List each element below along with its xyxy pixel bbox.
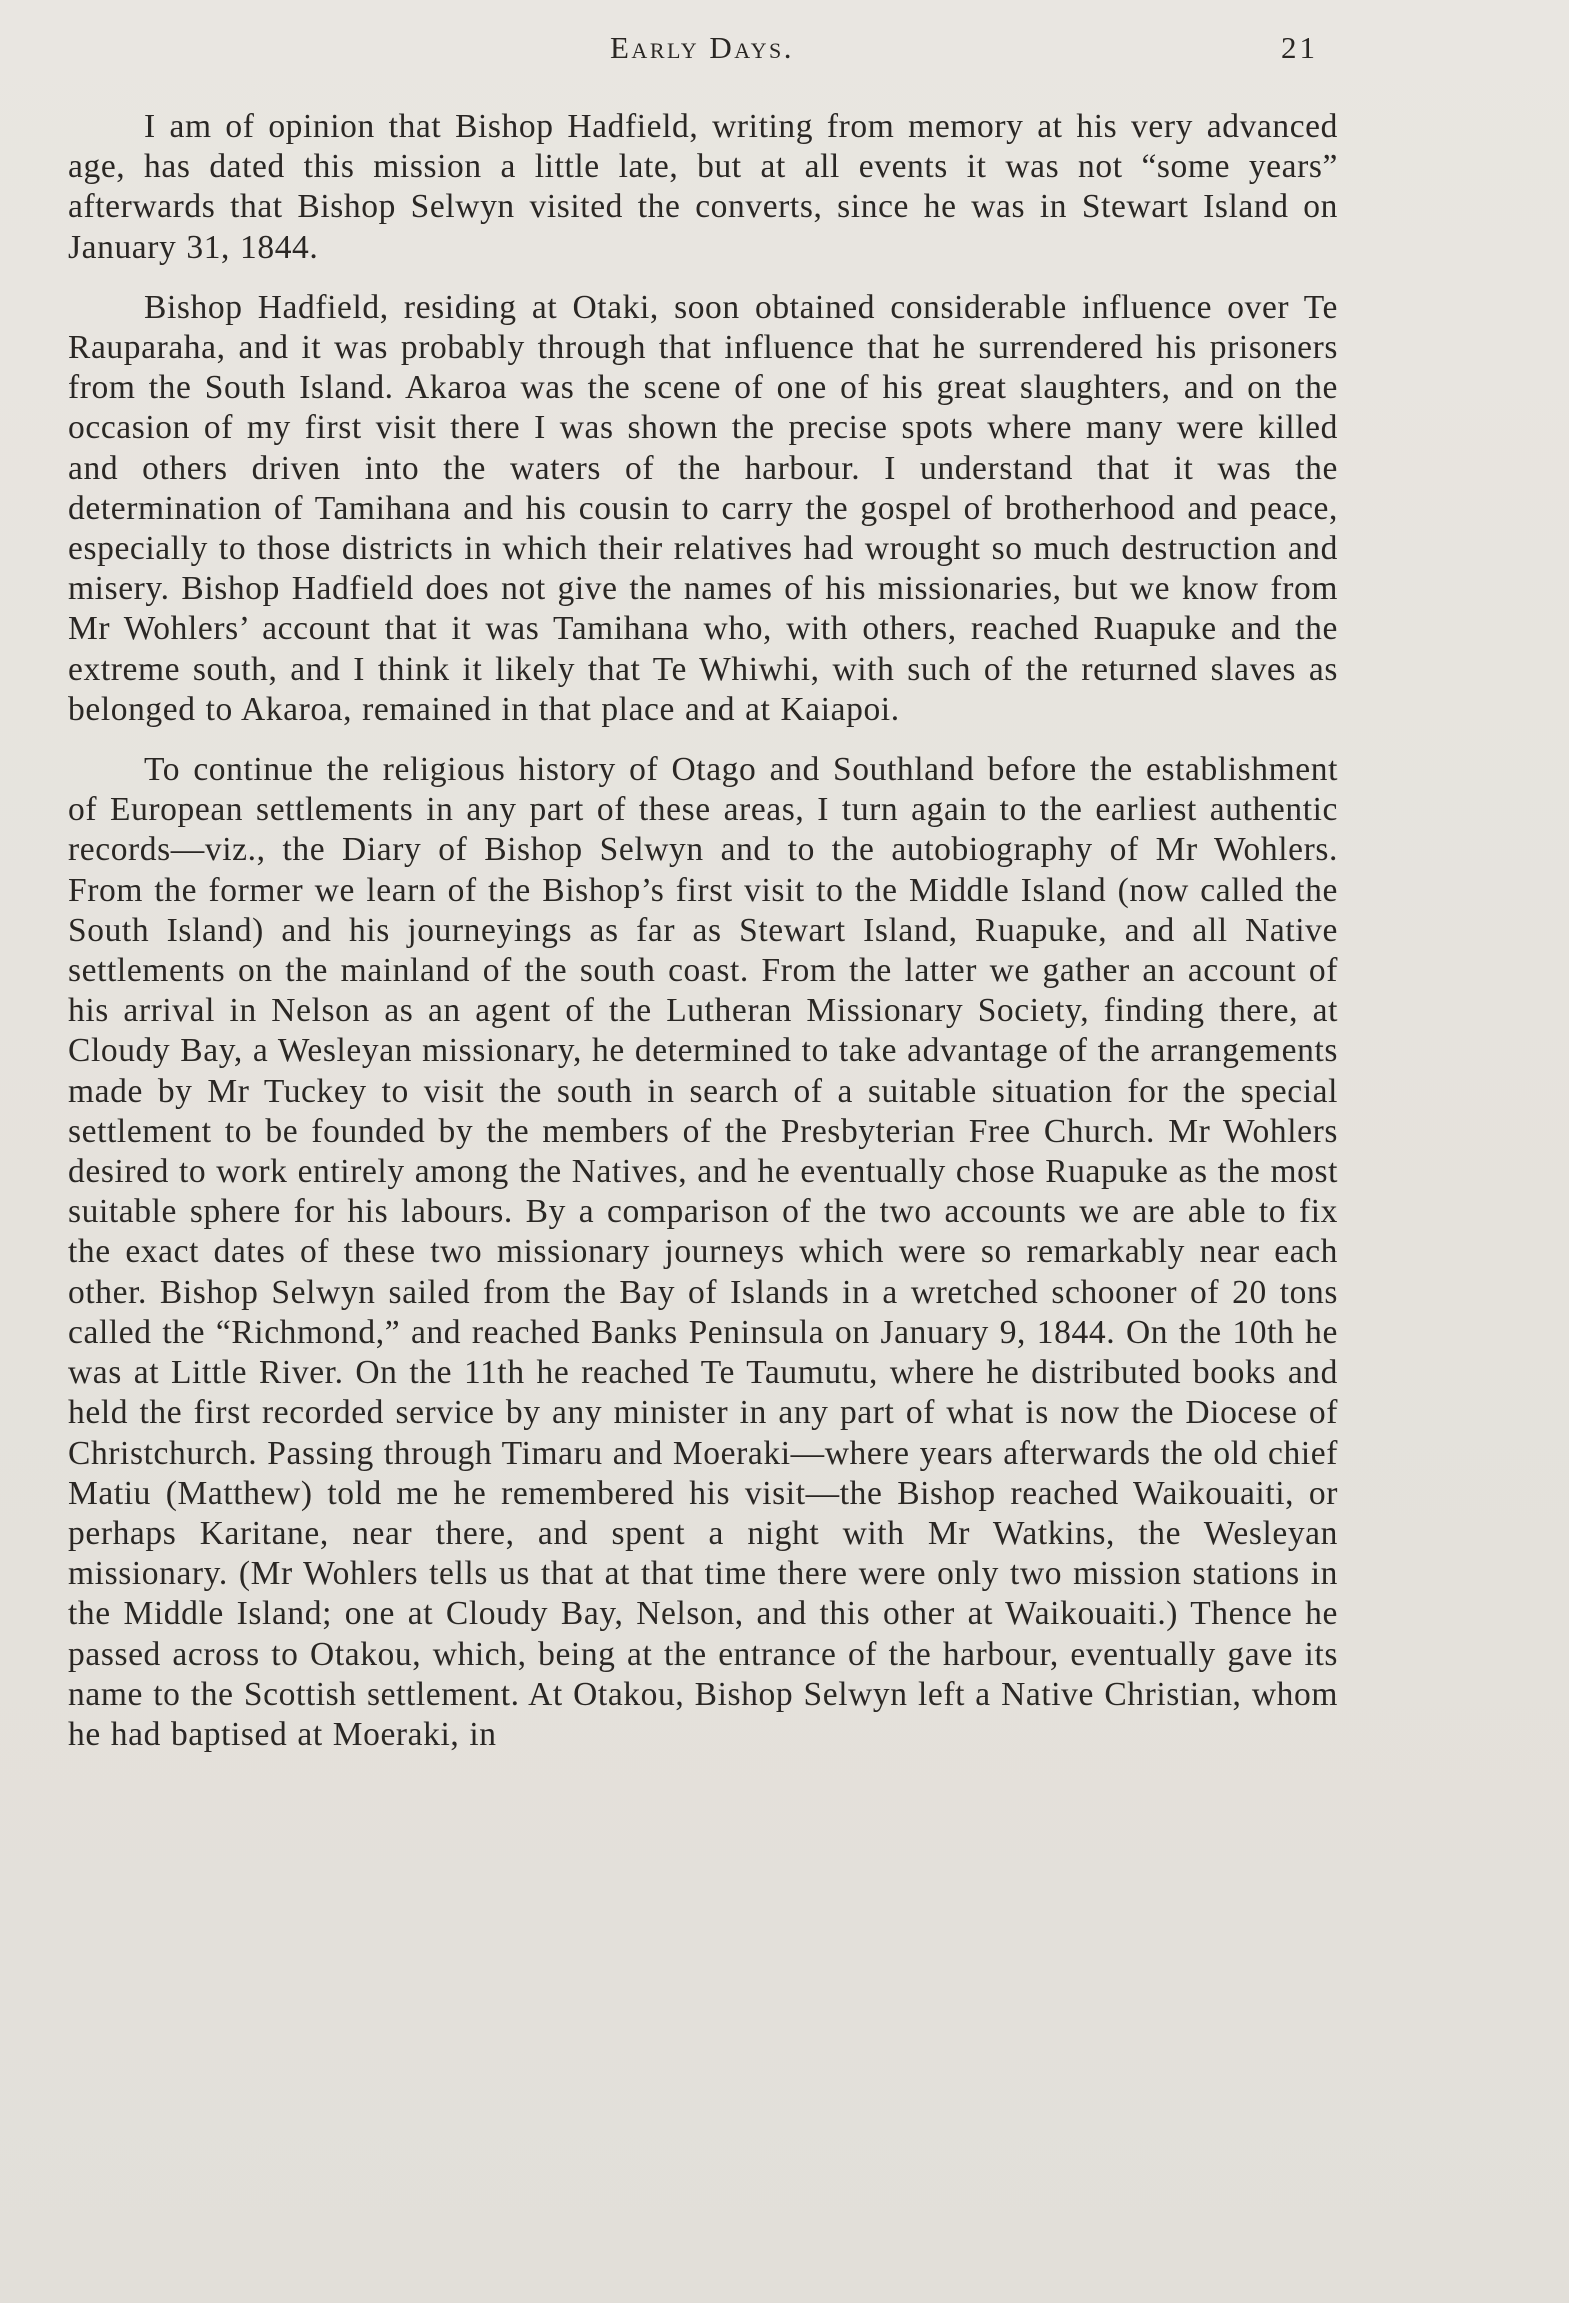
- paragraph-1: I am of opinion that Bishop Hadfield, writing from memory at his very advanced age, has dated this mission a little late, but at all events it was not “some years” afterwards that Bishop Selwyn visited the converts, since he was in Stewart Island on January 31, 1844.: [68, 108, 1338, 266]
- running-title: Early Days.: [610, 30, 794, 65]
- paragraph-2: Bishop Hadfield, residing at Otaki, soon obtained considerable influence over Te Rauparaha, and it was probably through that influence that he surrendered his prisoners from the South Island. Akaroa was the scene of one of his great slaughters, and on the occasion of my first visit there I was shown the precise spots where many were killed and others driven into the waters of the harbour. I understand that it was the determination of Tamihana and his cousin to carry the gospel of brotherhood and peace, especially to those districts in which their relatives had wrought so much destruction and misery. Bishop Hadfield does not give the names of his missionaries, but we know from Mr Wohlers’ account that it was Tamihana who, with others, reached Ruapuke and the extreme south, and I think it likely that Te Whiwhi, with such of the returned slaves as belonged to Akaroa, remained in that place and at Kaiapoi.: [68, 288, 1338, 728]
- page-number: 21: [1281, 30, 1318, 65]
- body-text: [68, 107, 1338, 1755]
- running-head: [68, 28, 1336, 68]
- paragraph-3: To continue the religious history of Otago and Southland before the establishment of European settlements in any part of these areas, I turn again to the earliest authentic records—viz., the Diary of Bishop Selwyn and to the autobiography of Mr Wohlers. From the former we learn of the Bishop’s first visit to the Middle Island (now called the South Island) and his journeyings as far as Stewart Island, Ruapuke, and all Native settlements on the mainland of the south coast. From the latter we gather an account of his arrival in Nelson as an agent of the Lutheran Missionary Society, finding there, at Cloudy Bay, a Wesleyan missionary, he determined to take advantage of the arrangements made by Mr Tuckey to visit the south in search of a suitable situation for the special settlement to be founded by the members of the Presbyterian Free Church. Mr Wohlers desired to work entirely among the Natives, and he eventually chose Ruapuke as the most suitable sphere for his labours. By a comparison of the two accounts we are able to fix the exact dates of these two missionary journeys which were so remarkably near each other. Bishop Selwyn sailed from the Bay of Islands in a wretched schooner of 20 tons called the “Richmond,” and reached Banks Peninsula on January 9, 1844. On the 10th he was at Little River. On the 11th he reached Te Taumutu, where he distributed books and held the first recorded service by any minister in any part of what is now the Diocese of Christchurch. Passing through Timaru and Moeraki—where years afterwards the old chief Matiu (Matthew) told me he remembered his visit—the Bishop reached Waikouaiti, or perhaps Karitane, near there, and spent a night with Mr Watkins, the Wesleyan missionary. (Mr Wohlers tells us that at that time there were only two mission stations in the Middle Island; one at Cloudy Bay, Nelson, and this other at Waikouaiti.) Thence he passed across to Otakou, which, being at the entrance of the harbour, eventually gave its name to the Scottish settlement. At Otakou, Bishop Selwyn left a Native Christian, whom he had baptised at Moeraki, in: [68, 751, 1338, 1753]
